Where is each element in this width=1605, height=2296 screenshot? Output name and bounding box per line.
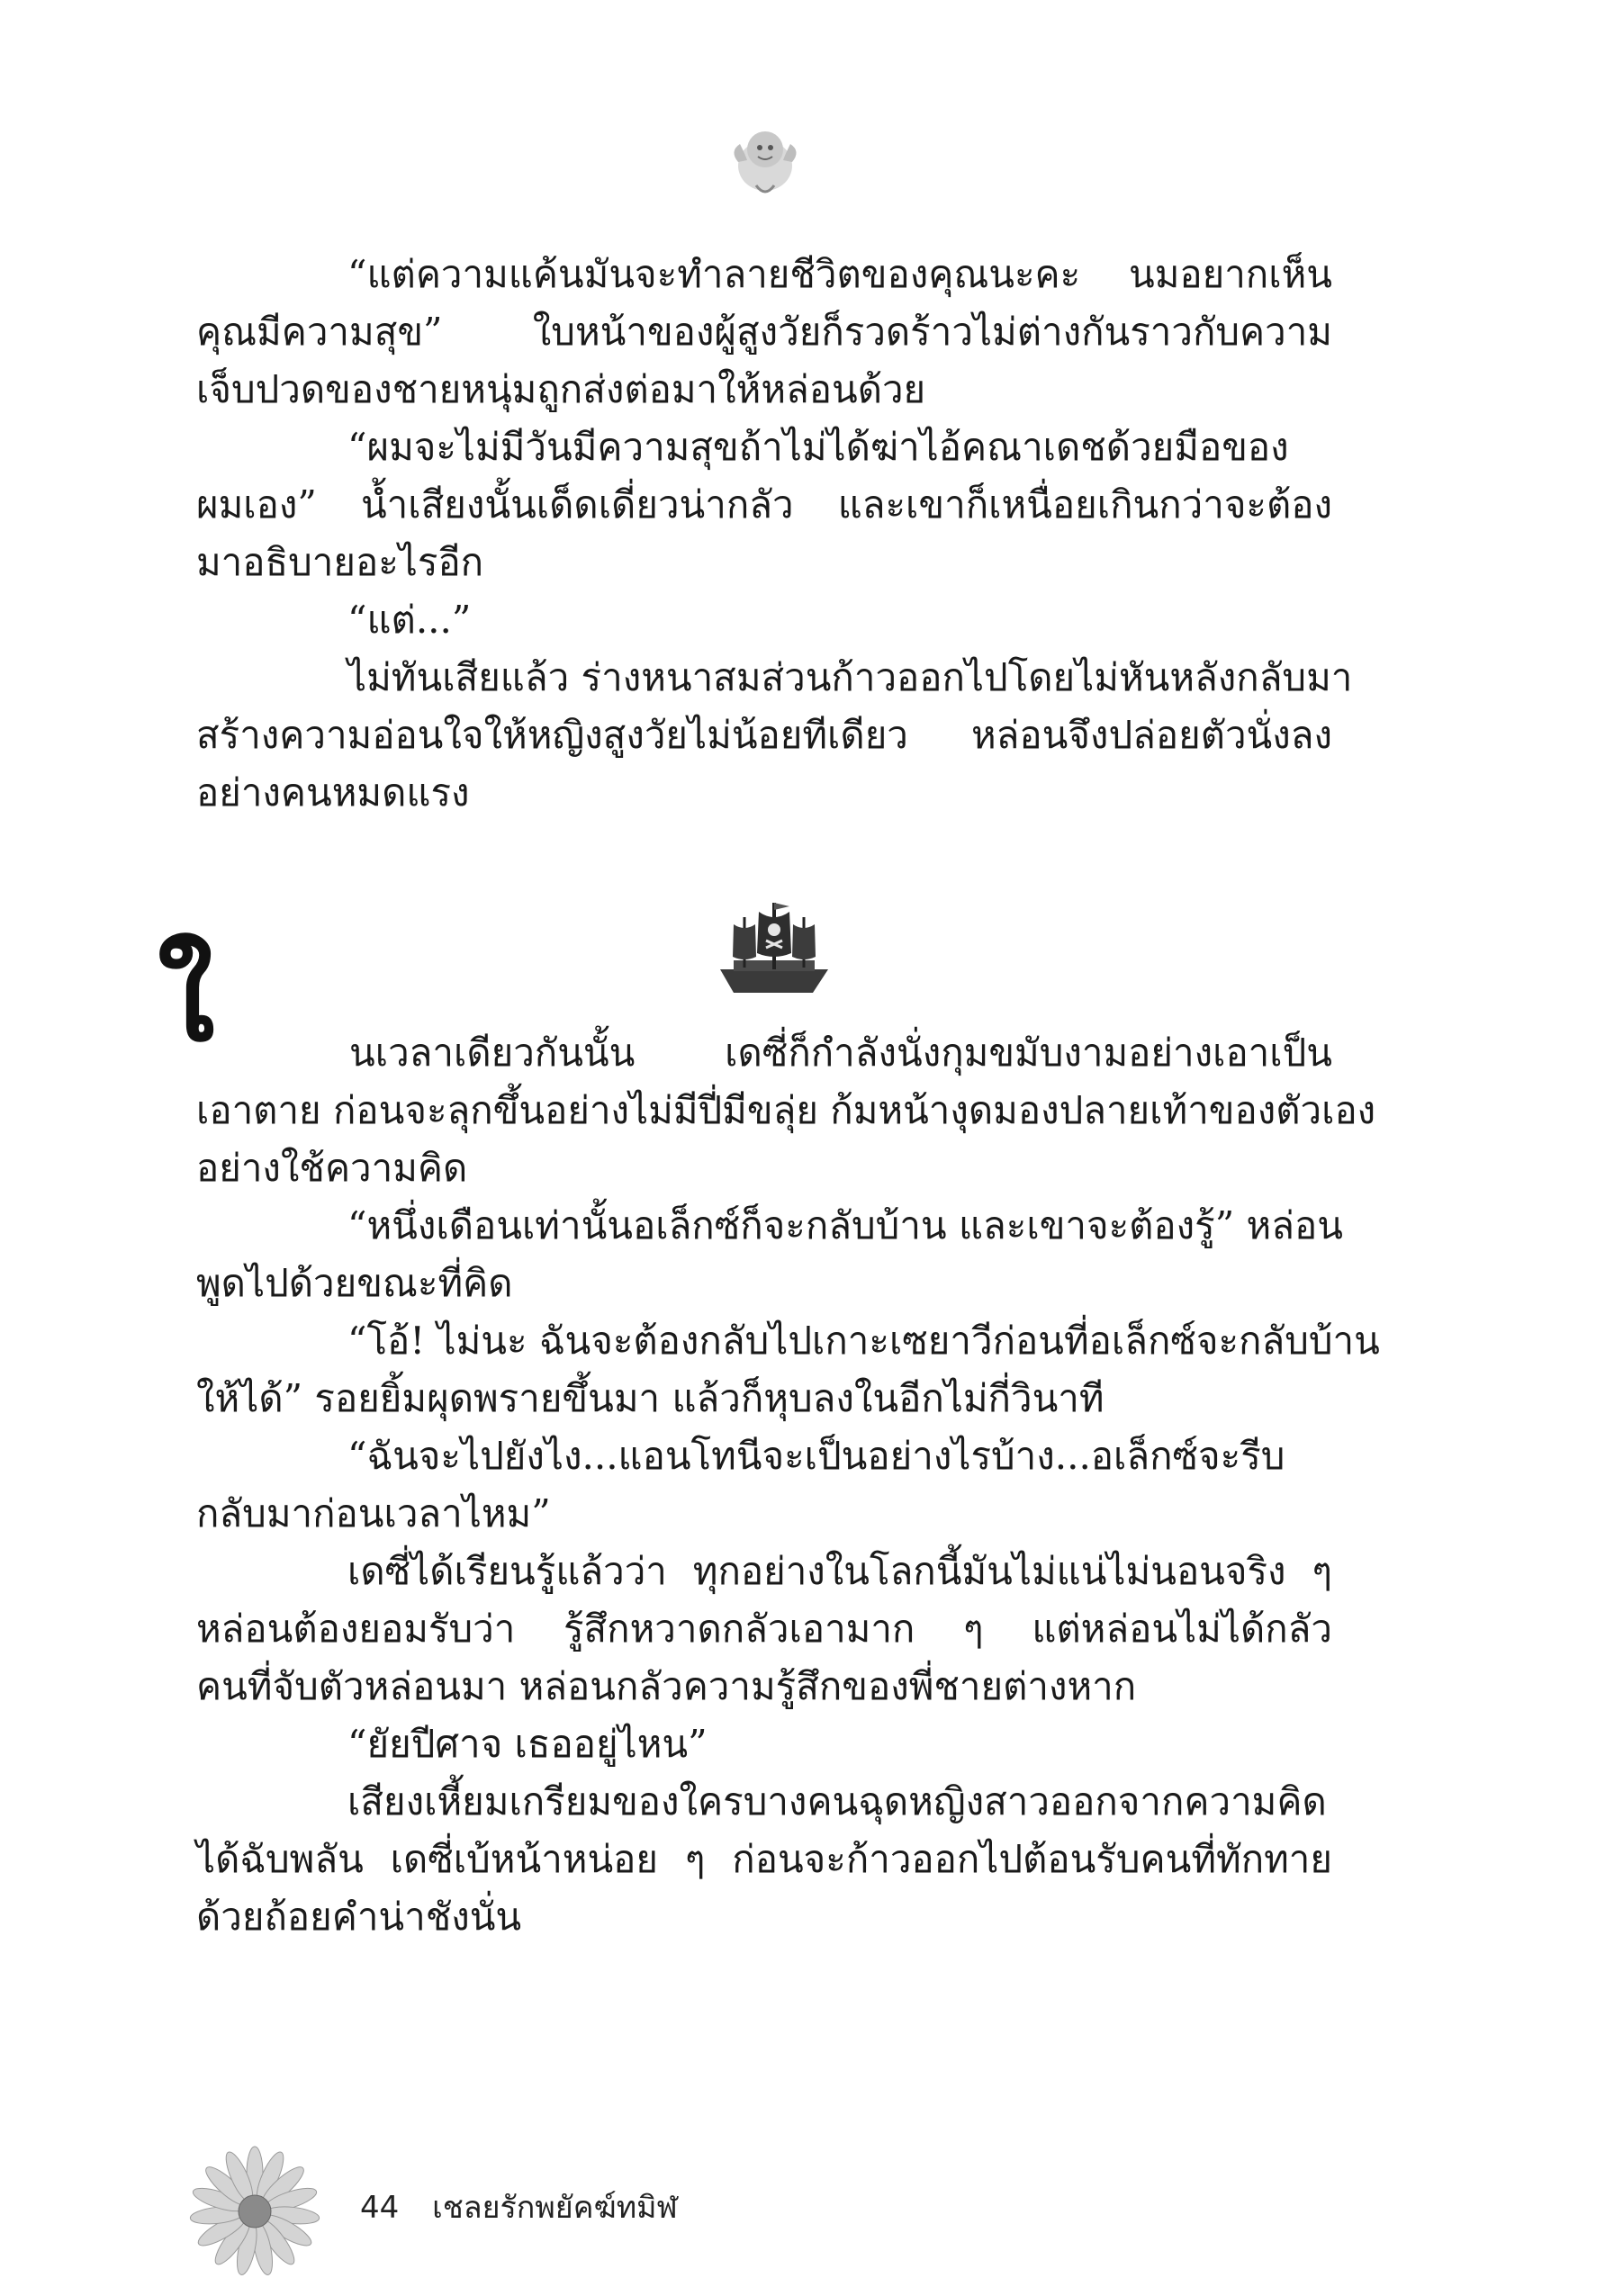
text-line: “หนึ่งเดือนเท่านั้นอเล็กซ์ก็จะกลับบ้าน และเขาจะต้องรู้” หล่อน — [347, 1203, 1343, 1247]
daisy-flower-icon — [187, 2144, 322, 2279]
text-line: “ผมจะไม่มีวันมีความสุขถ้าไม่ได้ฆ่าไอ้คณาเดชด้วยมือของ — [347, 425, 1289, 469]
text-line: คนที่จับตัวหล่อนมา หล่อนกลัวความรู้สึกของพี่ชายต่างหาก — [196, 1664, 1137, 1708]
text-line: ได้ฉับพลัน เดซี่เบ้หน้าหน่อย ๆ ก่อนจะก้าวออกไปต้อนรับคนที่ทักทาย — [196, 1837, 1332, 1881]
book-title: เชลยรักพยัคฆ์ทมิฬ — [432, 2190, 678, 2226]
cherub-ornament-icon — [720, 115, 810, 205]
text-line: อย่างคนหมดแรง — [196, 770, 470, 815]
text-line: มาอธิบายอะไรอีก — [196, 540, 484, 584]
text-line: “โอ้! ไม่นะ ฉันจะต้องกลับไปเกาะเซยาวีก่อนที่อเล็กซ์จะกลับบ้าน — [347, 1319, 1380, 1363]
text-line: หล่อนต้องยอมรับว่า รู้สึกหวาดกลัวเอามาก ๆ แต่หล่อนไม่ได้กลัว — [196, 1607, 1332, 1651]
text-line: เอาตาย ก่อนจะลุกขึ้นอย่างไม่มีปี่มีขลุ่ย ก้มหน้างุดมองปลายเท้าของตัวเอง — [196, 1088, 1376, 1132]
text-line: ไม่ทันเสียแล้ว ร่างหนาสมส่วนก้าวออกไปโดยไม่หันหลังกลับมา — [347, 655, 1353, 699]
text-line: พูดไปด้วยขณะที่คิด — [196, 1261, 513, 1305]
page-footer — [360, 2183, 678, 2231]
text-line: อย่างใช้ความคิด — [196, 1146, 468, 1190]
text-line: “แต่...” — [347, 598, 472, 642]
text-line: นเวลาเดียวกันนั้น เดซี่ก็กำลังนั่งกุมขมับงามอย่างเอาเป็น — [349, 1031, 1332, 1075]
text-line: “ยัยปีศาจ เธออยู่ไหน” — [347, 1722, 708, 1766]
text-line: คุณมีความสุข” ใบหน้าของผู้สูงวัยก็รวดร้าวไม่ต่างกันราวกับความ — [196, 310, 1332, 354]
text-line: เสียงเหี้ยมเกรียมของใครบางคนฉุดหญิงสาวออกจากความคิด — [347, 1779, 1327, 1823]
text-line: เจ็บปวดของชายหนุ่มถูกส่งต่อมาให้หล่อนด้วย — [196, 367, 926, 411]
text-line: ให้ได้” รอยยิ้มผุดพรายขึ้นมา แล้วก็หุบลงในอีกไม่กี่วินาที — [196, 1376, 1105, 1420]
text-line: เดซี่ได้เรียนรู้แล้วว่า ทุกอย่างในโลกนี้มันไม่แน่ไม่นอนจริง ๆ — [347, 1549, 1332, 1593]
text-line: ด้วยถ้อยคำน่าชังนั่น — [196, 1895, 522, 1939]
pirate-ship-icon — [707, 896, 842, 1004]
text-line: “แต่ความแค้นมันจะทำลายชีวิตของคุณนะคะ นมอยากเห็น — [347, 252, 1332, 296]
drop-cap: ใ — [158, 930, 215, 1067]
page-number: 44 — [360, 2190, 400, 2226]
text-line: ผมเอง” น้ำเสียงนั้นเด็ดเดี่ยวน่ากลัว และเขาก็เหนื่อยเกินกว่าจะต้อง — [196, 482, 1332, 527]
text-line: กลับมาก่อนเวลาไหม” — [196, 1491, 551, 1535]
text-line: “ฉันจะไปยังไง...แอนโทนีจะเป็นอย่างไรบ้าง...อเล็กซ์จะรีบ — [347, 1434, 1285, 1478]
text-line: สร้างความอ่อนใจให้หญิงสูงวัยไม่น้อยทีเดียว หล่อนจึงปล่อยตัวนั่งลง — [196, 713, 1332, 757]
